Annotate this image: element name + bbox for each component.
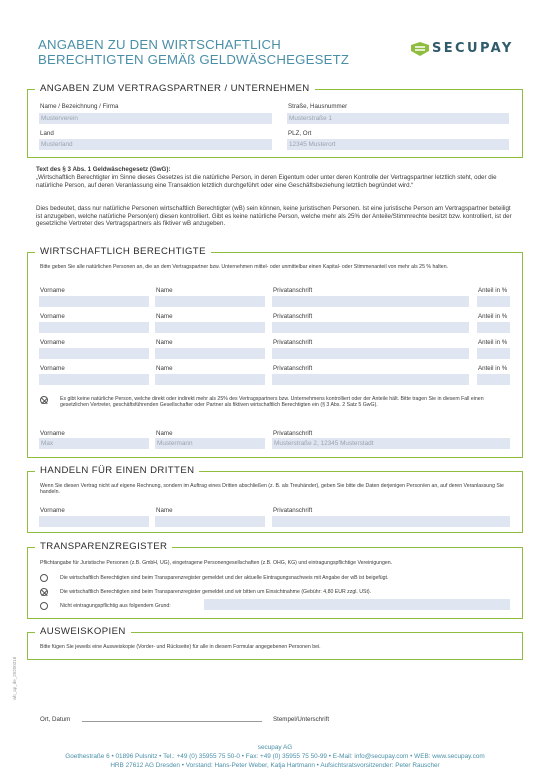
fict-first-name-field[interactable]: Max: [39, 438, 149, 449]
secupay-logo: [410, 40, 518, 58]
title-line-2: BERECHTIGTEN GEMÄß GELDWÄSCHEGESETZ: [38, 52, 350, 67]
owner-address-label: Privatanschrift: [273, 365, 313, 372]
owner-share-field[interactable]: [477, 296, 510, 307]
gwg-paragraph-2: Dies bedeutet, dass nur natürliche Personen wirtschaftlich Berechtigter (wB) sein können, keine juristischen Personen. Ist eine juristische Person am Vertragspartner beteiligt ist anzugeben, welche natürliche Person(en) diesen kontrolliert. Gibt es keine natürliche Person, welche mehr als 25% der Anteile/Stimmrechte besitzt bzw. kontrolliert, ist der gesetzliche Vertreter des Vertragspartners als fiktiver wB anzugeben.: [36, 205, 512, 228]
third-name-field[interactable]: [155, 516, 265, 527]
third-address-label: Privatanschrift: [273, 507, 313, 514]
section-beneficial-owners-title: WIRTSCHAFTLICH BERECHTIGTE: [35, 246, 211, 257]
secupay-logo-icon: [410, 41, 430, 57]
transparency-option-3-radio[interactable]: [40, 602, 48, 610]
owner-name-label: Name: [156, 339, 173, 346]
owner-address-field[interactable]: [272, 296, 469, 307]
fict-address-label: Privatanschrift: [273, 430, 313, 437]
owner-address-field[interactable]: [272, 374, 469, 385]
logo-text: SECUPAY: [432, 41, 514, 56]
document-title: [38, 37, 349, 67]
owner-first-name-field[interactable]: [39, 348, 149, 359]
owner-share-field[interactable]: [477, 374, 510, 385]
company-name-field[interactable]: Musterverein: [39, 113, 272, 124]
third-address-field[interactable]: [272, 516, 510, 527]
owner-address-label: Privatanschrift: [273, 313, 313, 320]
fict-name-label: Name: [156, 430, 173, 437]
fict-address-field[interactable]: Musterstraße 2, 12345 Musterstadt: [272, 438, 510, 449]
owner-first-name-label: Vorname: [40, 313, 65, 320]
third-first-name-label: Vorname: [40, 507, 65, 514]
fict-first-name-label: Vorname: [40, 430, 65, 437]
third-first-name-field[interactable]: [39, 516, 149, 527]
gwg-paragraph-1: „Wirtschaftlich Berechtigter im Sinne dieses Gesetzes ist die natürliche Person, in deren Eigentum oder unter deren Kontrolle der Vertragspartner letztlich steht, oder die natürliche Person, auf deren Veranlassung eine Transaktion letztlich durchgeführt oder eine Geschäftsbeziehung letztlich begründet wird.“: [36, 174, 497, 189]
owner-address-label: Privatanschrift: [273, 339, 313, 346]
transparency-option-2-label: Die wirtschaftlich Berechtigten sind beim Transparenzregister gemeldet und wir bitten um Einsichtnahme (Gebühr: 4,80 EUR zzgl. USt).: [60, 589, 372, 595]
owner-share-label: Anteil in %: [478, 313, 508, 320]
id-copies-text: Bitte fügen Sie jeweils eine Ausweiskopie (Vorder- und Rückseite) für alle in diesem Formular angegebenen Personen bei.: [40, 644, 321, 650]
transparency-reason-field[interactable]: [204, 599, 510, 610]
city-label: PLZ, Ort: [288, 130, 312, 137]
owner-address-label: Privatanschrift: [273, 287, 313, 294]
place-date-line[interactable]: [82, 721, 262, 722]
section-id-copies-title: AUSWEISKOPIEN: [35, 626, 131, 637]
city-field[interactable]: 12345 Musterort: [287, 139, 509, 150]
transparency-option-1-label: Die wirtschaftlich Berechtigten sind beim Transparenzregister gemeldet und der aktuelle Eintragungsnachweis mit Angabe der wB ist beigefügt.: [60, 575, 389, 581]
place-date-label: Ort, Datum: [40, 716, 71, 723]
owner-first-name-label: Vorname: [40, 365, 65, 372]
owner-address-field[interactable]: [272, 322, 469, 333]
document-code: wb_ap_de_20200318: [12, 656, 17, 700]
country-field[interactable]: Musterland: [39, 139, 272, 150]
owner-share-field[interactable]: [477, 322, 510, 333]
footer-company: secupay AG: [257, 744, 293, 751]
no-natural-person-note: Es gibt keine natürliche Person, welche direkt oder indirekt mehr als 25% des Vertragspartners bzw. Unternehmens kontrolliert oder der Anteile hält. Bitte tragen Sie in diesem Fall einen gesetzlichen Vertreter, geschäftsführenden Gesellschafter oder Partner als fiktiven wirtschaftlich Berechtigten ein (§ 3 Abs. 2 Satz 5 GwG).: [60, 396, 484, 409]
footer-line-1: Goethestraße 6 • 01896 Pulsnitz • Tel.: +49 (0) 35955 75 50-0 • Fax: +49 (0) 35955 75 50-99 • E-Mail: info@secupay.com • WEB: www.secupay.com: [65, 753, 485, 760]
owner-name-label: Name: [156, 365, 173, 372]
section-contract-partner-title: ANGABEN ZUM VERTRAGSPARTNER / UNTERNEHMEN: [35, 83, 315, 94]
street-label: Straße, Hausnummer: [288, 103, 348, 110]
section-transparency-register-title: TRANSPARENZREGISTER: [35, 541, 172, 552]
country-label: Land: [40, 130, 54, 137]
stamp-signature-label: Stempel/Unterschrift: [273, 716, 330, 723]
transparency-option-2-radio[interactable]: [40, 588, 48, 596]
title-line-1: ANGABEN ZU DEN WIRTSCHAFTLICH: [38, 37, 281, 52]
owners-intro: Bitte geben Sie alle natürlichen Personen an, die an dem Vertragspartner bzw. Unternehmen mittel- oder unmittelbar einen Kapital- oder Stimmenanteil von mehr als 25 % halten.: [40, 264, 449, 270]
fict-name-field[interactable]: Mustermann: [155, 438, 265, 449]
transparency-option-1-radio[interactable]: [40, 574, 48, 582]
company-name-label: Name / Bezeichnung / Firma: [40, 103, 119, 110]
owner-share-label: Anteil in %: [478, 365, 508, 372]
street-field[interactable]: Musterstraße 1: [287, 113, 509, 124]
owner-share-label: Anteil in %: [478, 287, 508, 294]
owner-first-name-field[interactable]: [39, 322, 149, 333]
third-name-label: Name: [156, 507, 173, 514]
owner-share-field[interactable]: [477, 348, 510, 359]
owner-first-name-label: Vorname: [40, 287, 65, 294]
owner-name-field[interactable]: [155, 348, 265, 359]
third-party-intro: Wenn Sie diesen Vertrag nicht auf eigene Rechnung, sondern im Auftrag eines Dritten abschließen (z. B. als Treuhänder), geben Sie bitte die Daten derjenigen Person/en an, auf deren Veranlassung Sie handeln.: [40, 483, 504, 496]
owner-share-label: Anteil in %: [478, 339, 508, 346]
transparency-option-3-label: Nicht eintragungspflichtig aus folgendem Grund:: [60, 603, 171, 609]
owner-first-name-field[interactable]: [39, 296, 149, 307]
owner-name-field[interactable]: [155, 322, 265, 333]
owner-name-label: Name: [156, 287, 173, 294]
owner-first-name-label: Vorname: [40, 339, 65, 346]
transparency-intro: Pflichtangabe für Juristische Personen (z.B. GmbH, UG), eingetragene Personengesellschaften (z.B. OHG, KG) und eintragungspflichtige Vereinigungen.: [40, 560, 393, 566]
section-third-party-title: HANDELN FÜR EINEN DRITTEN: [35, 465, 199, 476]
owner-name-label: Name: [156, 313, 173, 320]
owner-first-name-field[interactable]: [39, 374, 149, 385]
owner-name-field[interactable]: [155, 374, 265, 385]
footer-line-2: HRB 27612 AG Dresden • Vorstand: Hans-Peter Weber, Katja Hartmann • Aufsichtsratsvorsitzender: Peter Rauscher: [110, 762, 440, 769]
owner-address-field[interactable]: [272, 348, 469, 359]
owner-name-field[interactable]: [155, 296, 265, 307]
no-natural-person-checkbox[interactable]: [40, 396, 48, 404]
gwg-heading: Text des § 3 Abs. 1 Geldwäschegesetz (GwG):: [36, 166, 171, 173]
